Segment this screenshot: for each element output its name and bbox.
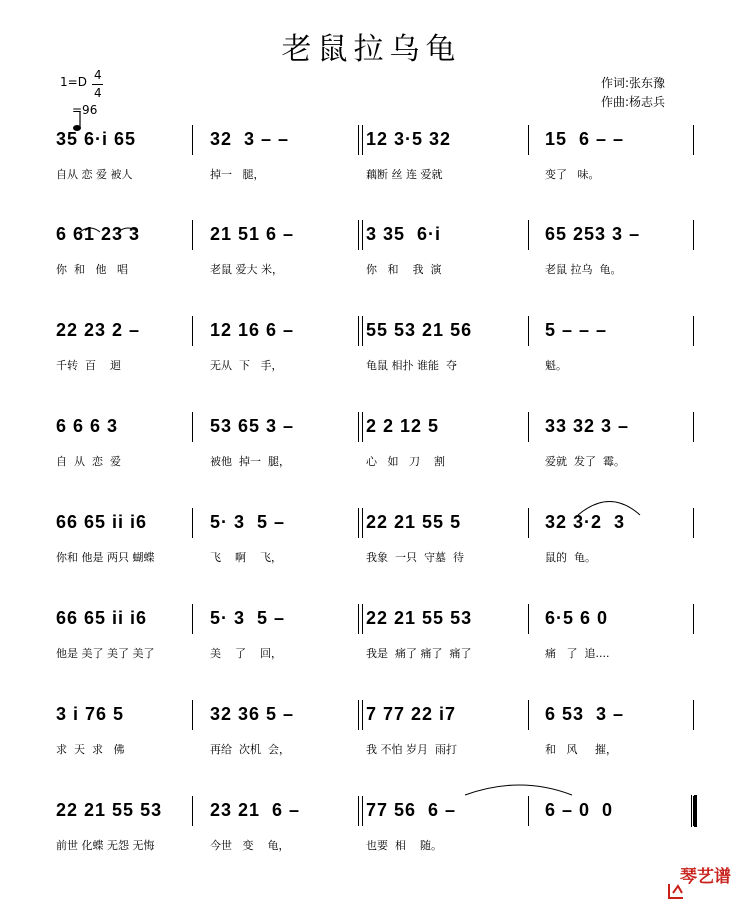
composer: 作曲:杨志兵: [601, 95, 666, 109]
measure-lyrics: 前世 化蝶 无怨 无悔: [56, 839, 155, 852]
measure-notes: 65 253 3 –: [545, 224, 641, 244]
brand-name: 琴艺谱: [680, 867, 731, 887]
measure-notes: 55 53 21 56: [366, 320, 473, 340]
measure-lyrics: 痛 了 追....: [545, 647, 610, 660]
measure-notes: 23 21 6 –: [210, 800, 301, 820]
measure-lyrics: 今世 变 龟，: [210, 839, 290, 852]
measure-lyrics: 心 如 刀 割: [366, 455, 445, 468]
measure-notes: 66 65 ii i6: [56, 608, 148, 628]
tie-arc: [118, 228, 138, 232]
measure-lyrics: 我象 一只 守墓 待: [366, 551, 464, 564]
measure-notes: 53 65 3 –: [210, 416, 295, 436]
tie-arc: [578, 502, 640, 516]
measure-lyrics: 藕断 丝 连 爱就: [366, 168, 443, 181]
measure-lyrics: 我是 痛了 痛了 痛了: [366, 647, 472, 660]
measure-lyrics: 我 不怕 岁月 雨打: [366, 743, 457, 756]
measure-notes: 5 – – –: [545, 320, 608, 340]
measure-notes: 6 6 6 3: [56, 416, 119, 436]
measure-notes: 6 61 23 3: [56, 224, 141, 244]
measure-lyrics: 他是 美了 美了 美了: [56, 647, 155, 660]
measure-notes: 15 6 – –: [545, 129, 625, 149]
measure-notes: 22 21 55 53: [366, 608, 473, 628]
measure-lyrics: 掉一 腿，: [210, 168, 265, 181]
measure-lyrics: 千转 百 迴: [56, 359, 121, 372]
measure-notes: 33 32 3 –: [545, 416, 630, 436]
measure-notes: 6 – 0 0: [545, 800, 614, 820]
measure-lyrics: 被他 掉一 腿，: [210, 455, 290, 468]
measure-lyrics: 再给 次机 会，: [210, 743, 290, 756]
measure-notes: 32 36 5 –: [210, 704, 295, 724]
measure-notes: 77 56 6 –: [366, 800, 457, 820]
measure-lyrics: 老鼠 爱大 米，: [210, 263, 283, 276]
tie-arc: [80, 228, 100, 232]
measure-notes: 7 77 22 i7: [366, 704, 457, 724]
measure-notes: 5· 3 5 –: [210, 608, 286, 628]
tie-arc: [465, 785, 572, 795]
measure-notes: 32 3 – –: [210, 129, 290, 149]
measure-notes: 2 2 12 5: [366, 416, 440, 436]
measure-notes: 3 i 76 5: [56, 704, 125, 724]
measure-lyrics: 自 从 恋 爱: [56, 455, 121, 468]
measure-notes: 35 6·i 65: [56, 129, 137, 149]
tempo-marking: =96: [72, 103, 98, 117]
measure-lyrics: 无从 下 手，: [210, 359, 283, 372]
lyricist: 作词:张东豫: [601, 76, 666, 90]
key-signature: 1=D: [60, 75, 87, 89]
measure-notes: 3 35 6·i: [366, 224, 442, 244]
measure-notes: 32 3·2 3: [545, 512, 626, 532]
measure-notes: 66 65 ii i6: [56, 512, 148, 532]
measure-notes: 12 3·5 32: [366, 129, 452, 149]
measure-notes: 12 16 6 –: [210, 320, 295, 340]
measure-notes: 5· 3 5 –: [210, 512, 286, 532]
measure-lyrics: 龟鼠 相扑 谁能 夺: [366, 359, 457, 372]
measure-lyrics: 你 和 他 唱: [56, 263, 128, 276]
time-signature-top: 4: [94, 68, 102, 82]
measure-notes: 22 21 55 5: [366, 512, 462, 532]
measure-lyrics: 求 天 求 佛: [56, 743, 125, 756]
measure-notes: 6·5 6 0: [545, 608, 609, 628]
measure-lyrics: 自从 恋 爱 被人: [56, 168, 133, 181]
measure-lyrics: 魁。: [545, 359, 567, 372]
measure-notes: 22 23 2 –: [56, 320, 141, 340]
measure-notes: 22 21 55 53: [56, 800, 163, 820]
measure-lyrics: 你 和 我 演: [366, 263, 442, 276]
measure-notes: 21 51 6 –: [210, 224, 295, 244]
measure-notes: 6 53 3 –: [545, 704, 625, 724]
measure-lyrics: 老鼠 拉乌 龟。: [545, 263, 622, 276]
measure-lyrics: 也要 相 随。: [366, 839, 442, 852]
measure-lyrics: 爱就 发了 霉。: [545, 455, 625, 468]
measure-lyrics: 变了 味。: [545, 168, 600, 181]
measure-lyrics: 美 了 回，: [210, 647, 282, 660]
measure-lyrics: 飞 啊 飞，: [210, 551, 282, 564]
time-signature-bottom: 4: [94, 86, 102, 100]
measure-lyrics: 鼠的 龟。: [545, 551, 596, 564]
measure-lyrics: 你和 他是 两只 蝴蝶: [56, 551, 155, 564]
measure-lyrics: 和 风 摧，: [545, 743, 617, 756]
song-title: 老鼠拉乌龟: [281, 32, 462, 67]
